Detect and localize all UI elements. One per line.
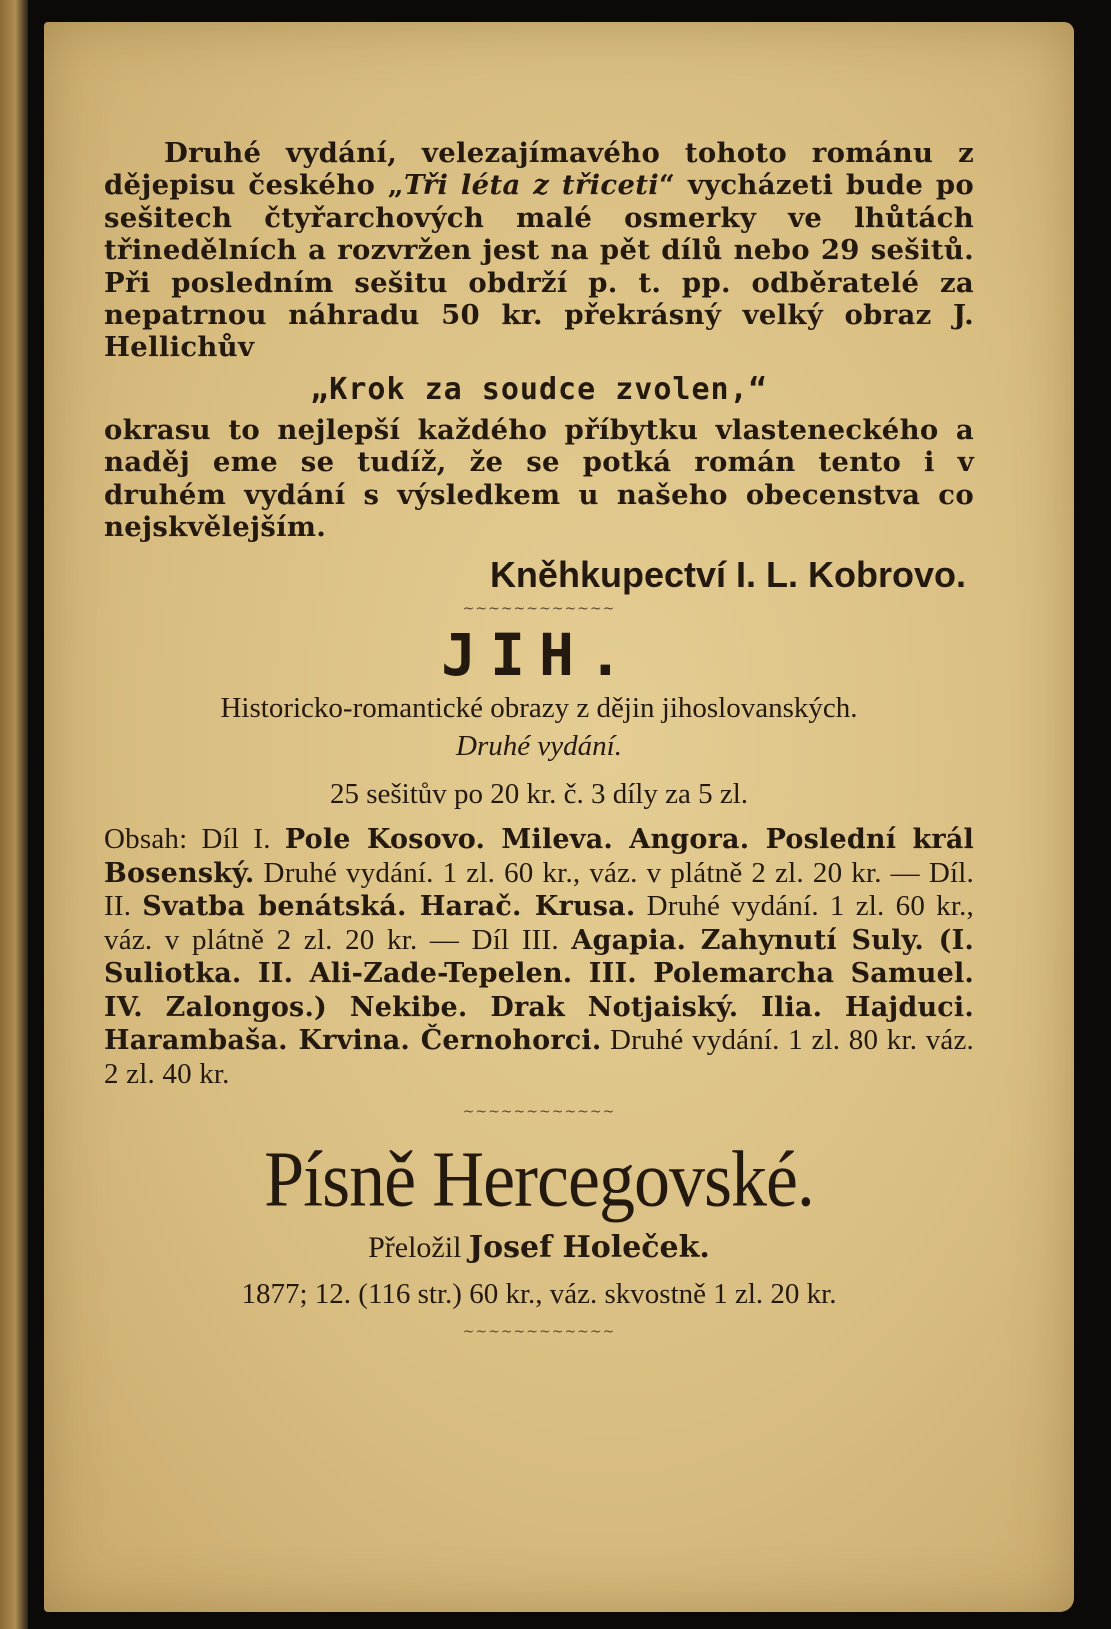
- contents-text-2: Druhé vydání. 1 zl. 60 kr., váz. v plátně 2 zl. 20 kr. — Díl. II.: [104, 856, 974, 923]
- intro-text-1: Druhé vydání, velezajímavého tohoto románu z dějepisu českého „: [104, 137, 974, 202]
- jih-price: 25 sešitův po 20 kr. č. 3 díly za 5 zl.: [329, 778, 749, 811]
- translator-prefix: Přeložil: [368, 1231, 462, 1265]
- contents-part-1: Pole Kosovo. Mileva. Angora. Poslední král Bosenský.: [104, 824, 975, 889]
- contents-text-1: Obsah: Díl I.: [104, 823, 285, 856]
- intro-text-2: “ vycházeti bude po sešitech čtyřarchových malé osmerky ve lhůtách třinedělních a rozvržen jest na pět dílů nebo 29 sešitů. Při posledním sešitu obdrží p. t. pp. odběratelé za nepatrnou náhradu 50 kr. překrásný velký obraz J. Hellichův: [104, 169, 974, 364]
- translator-name: Josef Holeček.: [468, 1230, 710, 1266]
- jih-subtitle: Historicko-romantické obrazy z dějin jihoslovanských.: [220, 692, 858, 725]
- closing-paragraph: okrasu to nejlepší každého příbytku vlasteneckého a naděj eme se tudíž, že se potká román tento i v druhém vydání s výsledkem u našeho obecenstva co nejskvělejším.: [104, 413, 974, 544]
- separator-3: ~~~~~~~~~~~~: [462, 1324, 616, 1341]
- intro-paragraph: [104, 137, 974, 364]
- jih-edition: Druhé vydání.: [456, 730, 622, 763]
- novel-title: Tři léta z třiceti: [403, 169, 660, 202]
- separator-2: ~~~~~~~~~~~~: [462, 1104, 616, 1121]
- adjacent-page-edge: [0, 0, 28, 1629]
- jih-contents: [104, 823, 974, 1090]
- book-page: [44, 22, 1074, 1612]
- songs-title: Písně Hercegovské.: [264, 1135, 814, 1224]
- publisher-signature: Kněhkupectví I. L. Kobrovo.: [489, 554, 966, 596]
- contents-part-3: Agapia. Zahynutí Suly. (I. Suliotka. II. Ali-Zade-Tepelen. III. Polemarcha Samuel. IV. Zalongos.) Nekibe. Drak Notjaiský. Ilia. Hajduci. Harambaša. Krvina. Černohorci.: [104, 924, 974, 1057]
- painting-title: „Krok za soudce zvolen,“: [310, 371, 768, 407]
- songs-details: 1877; 12. (116 str.) 60 kr., váz. skvostně 1 zl. 20 kr.: [241, 1278, 837, 1311]
- contents-text-3: Druhé vydání. 1 zl. 60 kr., váz. v plátně 2 zl. 20 kr. — Díl III.: [104, 890, 974, 956]
- jih-title: JIH.: [441, 621, 637, 690]
- page-content: [104, 137, 974, 1342]
- contents-part-2: Svatba benátská. Harač. Krusa.: [142, 891, 636, 923]
- songs-translator: [104, 1226, 974, 1270]
- separator-1: ~~~~~~~~~~~~: [462, 601, 616, 618]
- contents-text-4: Druhé vydání. 1 zl. 80 kr. váz. 2 zl. 40 kr.: [104, 1024, 975, 1090]
